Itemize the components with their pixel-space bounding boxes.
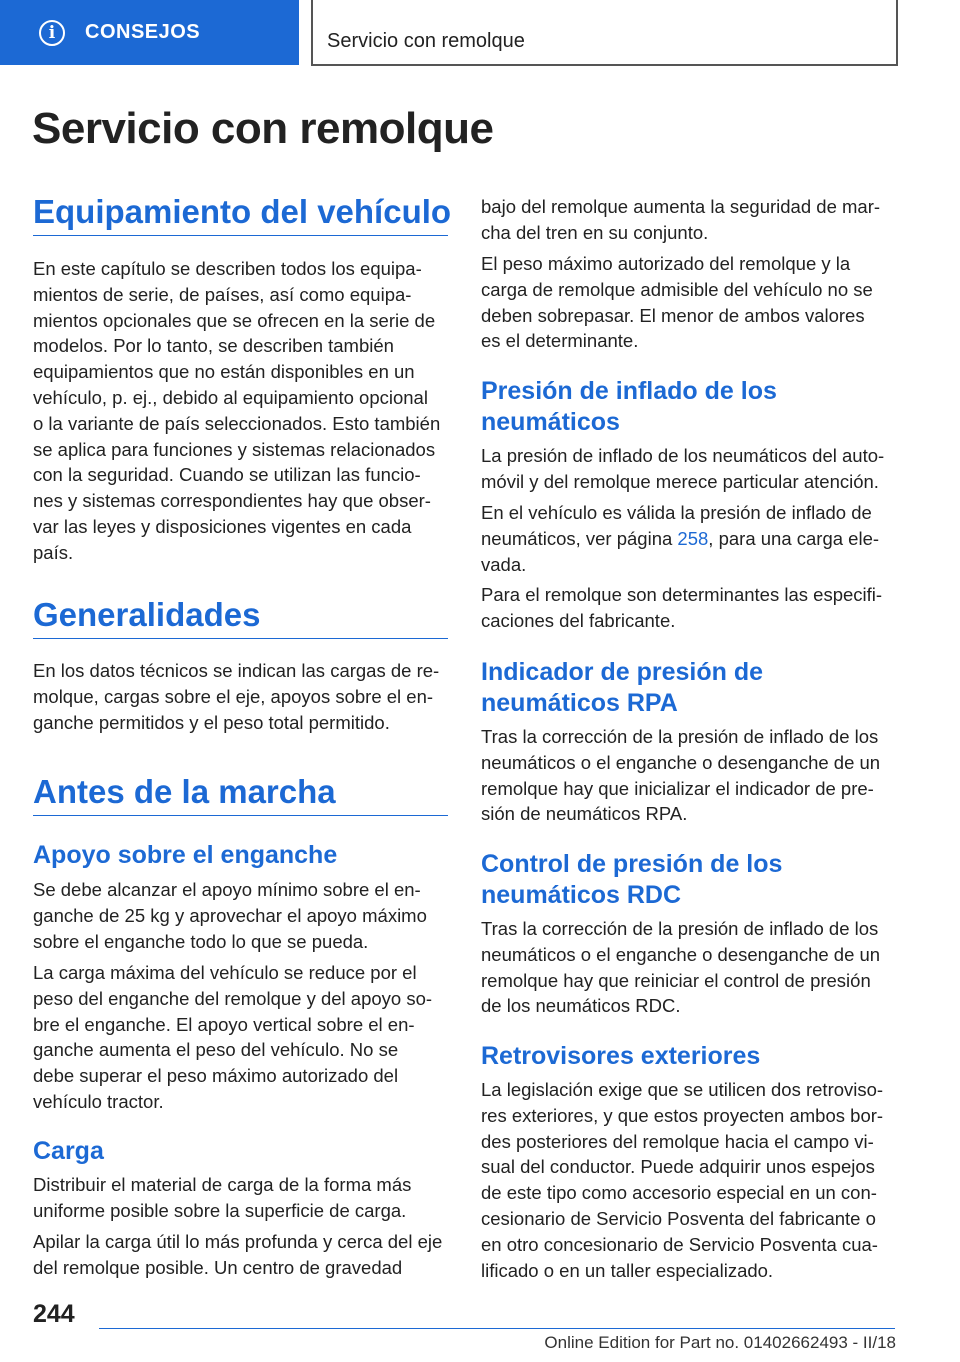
heading-generalidades: Generalidades (33, 596, 261, 633)
footer-rule (99, 1328, 895, 1329)
header-section-title: Servicio con remolque (327, 30, 525, 52)
header-tab-consejos[interactable] (0, 0, 299, 65)
page-title: Servicio con remolque (32, 104, 494, 153)
heading-antes-marcha: Antes de la marcha (33, 773, 336, 810)
paragraph-continuation-2: El peso máximo autorizado del remolque y la carga de remolque admisible del vehículo no se deben sobrepasar. El menor de ambos valores es el determinante. (481, 253, 873, 352)
heading-rule (33, 638, 448, 639)
page-link-258[interactable]: 258 (677, 527, 709, 549)
paragraph-generalidades: En los datos técnicos se indican las cargas de re- molque, cargas sobre el eje, apoyos sobre el en- ganche permitidos y el peso total permitido. (33, 660, 440, 733)
paragraph-presion-1: La presión de inflado de los neumáticos del auto- móvil y del remolque merece particular atención. (481, 445, 885, 492)
heading-equipamiento: Equipamiento del vehículo (33, 193, 452, 230)
heading-apoyo: Apoyo sobre el enganche (33, 841, 338, 869)
heading-presion-inflado: Presión de inflado de los neumáticos (481, 377, 777, 436)
paragraph-carga-2: Apilar la carga útil lo más profunda y cerca del eje del remolque posible. Un centro de gravedad (33, 1231, 443, 1278)
paragraph-apoyo-2: La carga máxima del vehículo se reduce por el peso del enganche del remolque y del apoyo so- bre el enganche. El apoyo vertical sobre el en- ganche aumenta el peso del vehículo. No se debe superar el peso máximo autorizado del vehículo tractor. (33, 962, 433, 1112)
footer-edition: Online Edition for Part no. 01402662493 - II/18 (544, 1333, 896, 1352)
heading-rdc: Control de presión de los neumáticos RDC (481, 850, 783, 909)
paragraph-presion-3: Para el remolque son determinantes las especifi- caciones del fabricante. (481, 584, 883, 631)
paragraph-presion-2 (481, 500, 896, 577)
page-number: 244 (33, 1300, 75, 1328)
paragraph-presion-2-text-a: En el vehículo es válida la presión de inflado de neumáticos, ver página (481, 502, 872, 549)
heading-carga: Carga (33, 1137, 104, 1165)
paragraph-equipamiento: En este capítulo se describen todos los equipa- mientos de serie, de países, así como equipa- mientos opcionales que se ofrecen en la serie de modelos. Por lo tanto, se describen también equipamientos que no están disponibles en un vehículo, p. ej., debido al equipamiento opcional o la variante de país seleccionados. Esto también se aplica para funciones y sistemas relacionados con la seguridad. Cuando se utilizan las funcio- nes y sistemas correspondientes hay que obser- var las leyes y disposiciones vigentes en cada país. (33, 258, 441, 563)
header-tab-label: CONSEJOS (85, 21, 201, 43)
paragraph-retrovisores: La legislación exige que se utilicen dos retroviso- res exteriores, y que estos proyecten ambos bor- des posteriores del remolque hacia el campo vi- sual del conductor. Puede adquirir unos espejos de este tipo como accesorio especial en un con- cesionario de Servicio Posventa del fabricante o en otro concesionario de Servicio Posventa cua- lificado o en un taller especializado. (481, 1079, 884, 1281)
paragraph-rpa: Tras la corrección de la presión de inflado de los neumáticos o el enganche o desenganche de un remolque hay que inicializar el indicador de pre- sión de neumáticos RPA. (481, 726, 881, 825)
heading-rule (33, 815, 448, 816)
heading-rpa: Indicador de presión de neumáticos RPA (481, 658, 763, 717)
paragraph-carga-1: Distribuir el material de carga de la forma más uniforme posible sobre la superficie de carga. (33, 1174, 412, 1221)
paragraph-apoyo-1: Se debe alcanzar el apoyo mínimo sobre el en- ganche de 25 kg y aprovechar el apoyo máximo sobre el enganche todo lo que se pueda. (33, 879, 427, 952)
heading-rule (33, 235, 448, 236)
paragraph-rdc: Tras la corrección de la presión de inflado de los neumáticos o el enganche o desenganche de un remolque hay que reiniciar el control de presión de los neumáticos RDC. (481, 918, 881, 1017)
header-section-box (311, 0, 898, 66)
paragraph-presion-2-text-b: , para una carga ele- vada. (481, 527, 880, 575)
paragraph-continuation-1: bajo del remolque aumenta la seguridad de mar- cha del tren en su conjunto. (481, 196, 881, 243)
heading-retrovisores: Retrovisores exteriores (481, 1042, 761, 1070)
info-circle-icon: i (39, 20, 65, 46)
